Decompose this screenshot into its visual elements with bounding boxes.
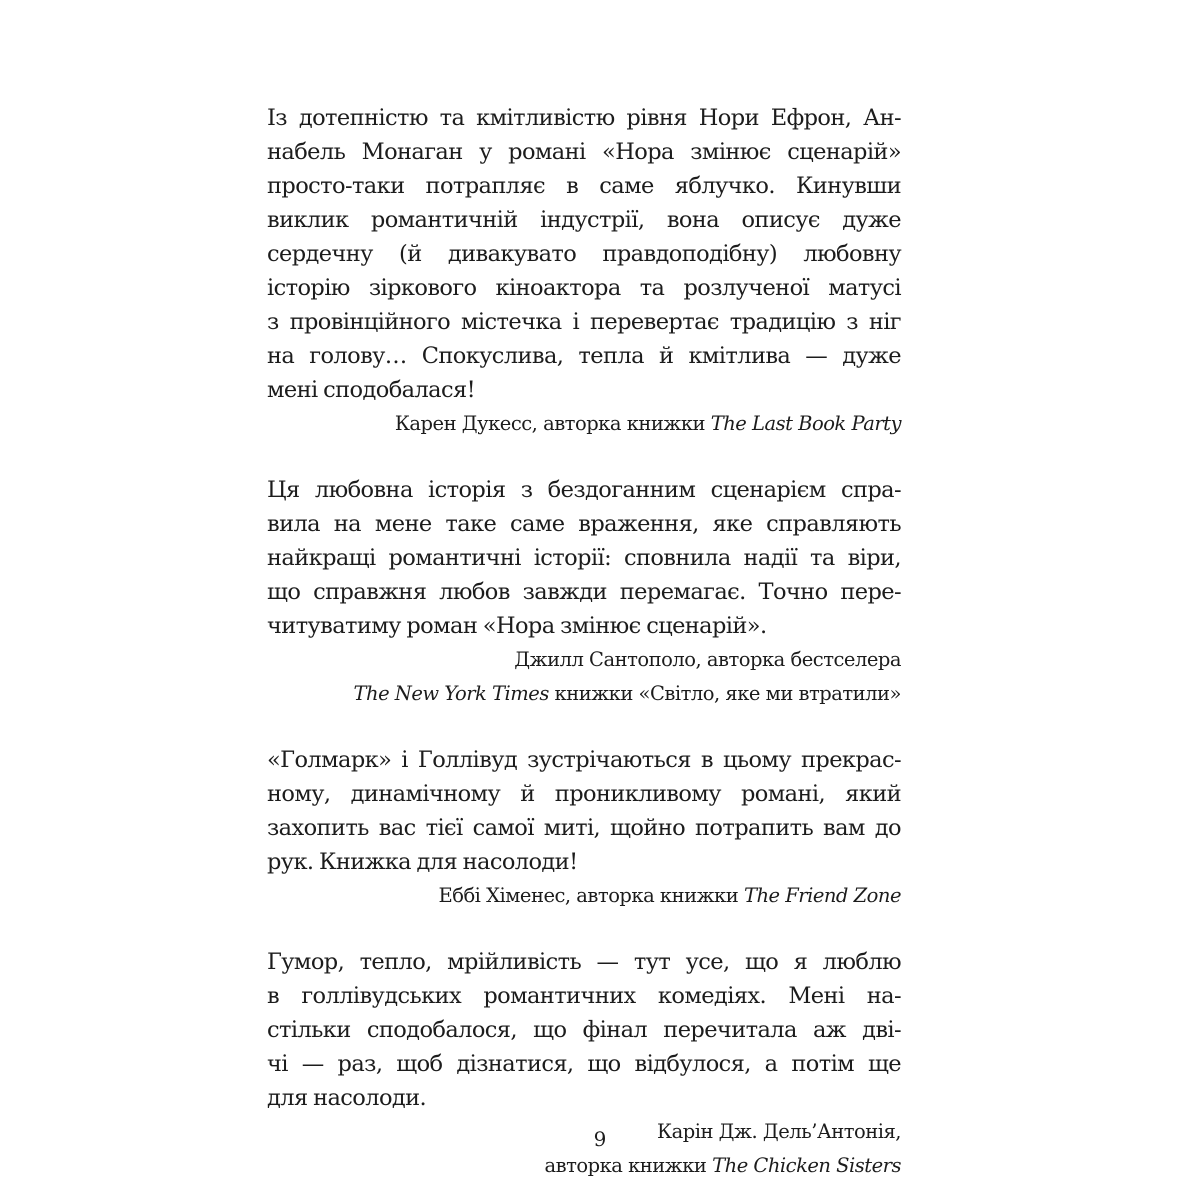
quote-line: стільки сподобалося, що фінал перечитала аж дві- <box>267 1017 901 1043</box>
quote-line: просто-таки потрапляє в саме яблучко. Кинувши <box>267 173 901 199</box>
blurb-quote-3 <box>267 743 901 913</box>
quote-line: ному, динамічному й проникливому романі, який <box>267 781 901 807</box>
publication-title: The New York Times <box>353 682 549 705</box>
attribution-text: Карін Дж. Дель’Антонія, <box>657 1120 901 1143</box>
quote-spacer <box>267 711 901 743</box>
quote-attribution <box>267 643 901 677</box>
quote-line: найкращі романтичні історії: сповнила надії та віри, <box>267 545 901 571</box>
quote-line: сердечну (й дивакувато правдоподібну) любовну <box>267 241 901 267</box>
quote-line: на голову… Спокуслива, тепла й кмітлива — дуже <box>267 343 901 369</box>
quote-line: чі — раз, щоб дізнатися, що відбулося, а потім ще <box>267 1051 901 1077</box>
book-title: The Friend Zone <box>743 884 901 907</box>
book-title: The Last Book Party <box>710 412 901 435</box>
quote-line: Гумор, тепло, мрійливість — тут усе, що я люблю <box>267 949 901 975</box>
attribution-text: Еббі Хіменес, авторка книжки <box>438 884 744 907</box>
attribution-text: авторка книжки <box>544 1154 713 1177</box>
quote-line: з провінційного містечка і перевертає традицію з ніг <box>267 309 901 335</box>
attribution-text: Джилл Сантополо, авторка бестселера <box>514 648 901 671</box>
quote-line: рук. Книжка для насолоди! <box>267 849 578 875</box>
quote-spacer <box>267 441 901 473</box>
quote-line: вила на мене таке саме враження, яке справляють <box>267 511 901 537</box>
quote-line: захопить вас тієї самої миті, щойно потрапить вам до <box>267 815 901 841</box>
attribution-text: книжки «Світло, яке ми втратили» <box>548 682 901 705</box>
blurb-quote-1 <box>267 101 901 441</box>
book-page <box>267 101 901 1183</box>
quote-line: що справжня любов завжди перемагає. Точно пере- <box>267 579 901 605</box>
page-number: 9 <box>593 1127 607 1151</box>
quote-line: Ця любовна історія з бездоганним сценарієм спра- <box>267 477 901 503</box>
quote-line: «Голмарк» і Голлівуд зустрічаються в цьому прекрас- <box>267 747 901 773</box>
quote-line: читуватиму роман «Нора змінює сценарій». <box>267 613 767 639</box>
attribution-text: Карен Дукесс, авторка книжки <box>394 412 711 435</box>
quote-line: в голлівудських романтичних комедіях. Мені на- <box>267 983 901 1009</box>
blurb-quote-2 <box>267 473 901 711</box>
quote-line: історію зіркового кіноактора та розлученої матусі <box>267 275 901 301</box>
book-title: The Chicken Sisters <box>712 1154 901 1177</box>
quote-line: Із дотепністю та кмітливістю рівня Нори Ефрон, Ан- <box>267 105 901 131</box>
quote-line: мені сподобалася! <box>267 377 476 403</box>
quote-line: набель Монаган у романі «Нора змінює сценарій» <box>267 139 901 165</box>
quote-line: для насолоди. <box>267 1085 427 1111</box>
quote-line: виклик романтичній індустрії, вона описує дуже <box>267 207 901 233</box>
quote-attribution <box>267 677 901 711</box>
quote-attribution <box>267 407 901 441</box>
quote-spacer <box>267 913 901 945</box>
quote-attribution <box>267 879 901 913</box>
